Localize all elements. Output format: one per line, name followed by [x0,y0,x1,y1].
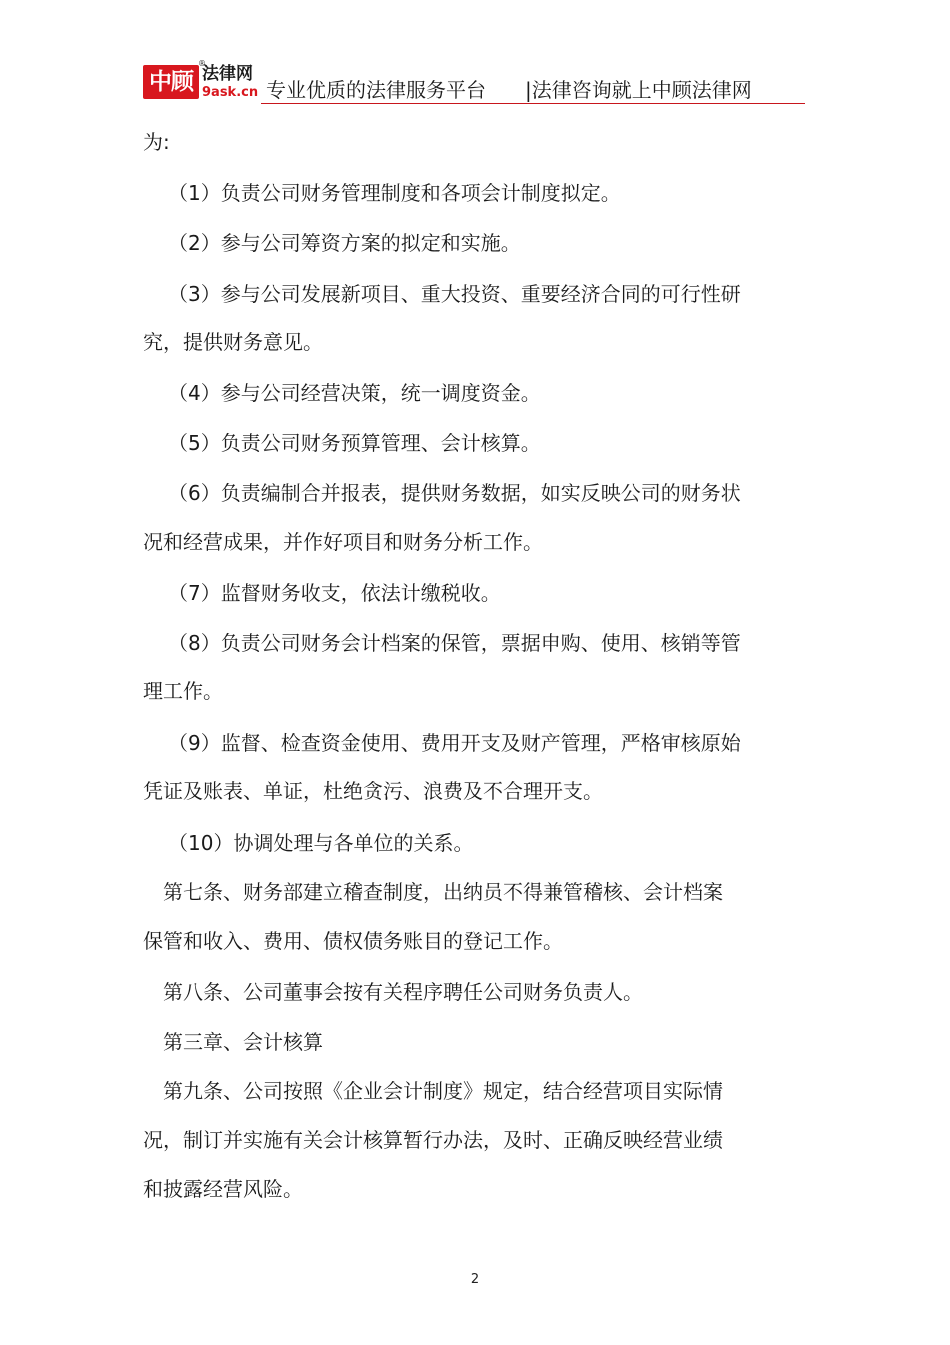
text-line: 凭证及账表、单证，杜绝贪污、浪费及不合理开支。 [143,779,603,803]
header-rule [261,103,805,104]
text-line: （8）负责公司财务会计档案的保管，票据申购、使用、核销等管 [168,631,741,655]
text-line: （3）参与公司发展新项目、重大投资、重要经济合同的可行性研 [168,282,741,306]
text-line: （4）参与公司经营决策，统一调度资金。 [168,381,541,405]
text-line: （7）监督财务收支，依法计缴税收。 [168,581,501,605]
text-line: （5）负责公司财务预算管理、会计核算。 [168,431,541,455]
zhonggu-logo [143,59,261,102]
section-heading: 第三章、会计核算 [163,1030,323,1054]
text-line: 究，提供财务意见。 [143,330,323,354]
text-line: 理工作。 [143,679,223,703]
page-number: 2 [470,1272,480,1287]
text-line: （6）负责编制合并报表，提供财务数据，如实反映公司的财务状 [168,481,741,505]
registered-mark: ® [198,59,206,68]
text-line: 第八条、公司董事会按有关程序聘任公司财务负责人。 [163,980,643,1004]
text-line: 和披露经营风险。 [143,1177,303,1201]
text-line: 况和经营成果，并作好项目和财务分析工作。 [143,530,543,554]
header-tagline: 专业优质的法律服务平台 [266,78,486,102]
text-line: 为: [143,130,170,154]
text-line: （10）协调处理与各单位的关系。 [168,831,474,855]
text-line: （2）参与公司筹资方案的拟定和实施。 [168,231,521,255]
text-line: （1）负责公司财务管理制度和各项会计制度拟定。 [168,181,621,205]
logo-brand-name: 法律网 [202,64,253,84]
text-line: 况，制订并实施有关会计核算暂行办法，及时、正确反映经营业绩 [143,1128,723,1152]
text-line: 保管和收入、费用、债权债务账目的登记工作。 [143,929,563,953]
logo-brand-text: 中顾 [149,69,193,95]
logo-url: 9ask.cn [202,85,259,100]
header-slogan: |法律咨询就上中顾法律网 [525,78,752,102]
text-line: （9）监督、检查资金使用、费用开支及财产管理，严格审核原始 [168,731,741,755]
text-line: 第九条、公司按照《企业会计制度》规定，结合经营项目实际情 [163,1079,723,1103]
page-header [143,59,805,104]
text-line: 第七条、财务部建立稽查制度，出纳员不得兼管稽核、会计档案 [163,880,723,904]
